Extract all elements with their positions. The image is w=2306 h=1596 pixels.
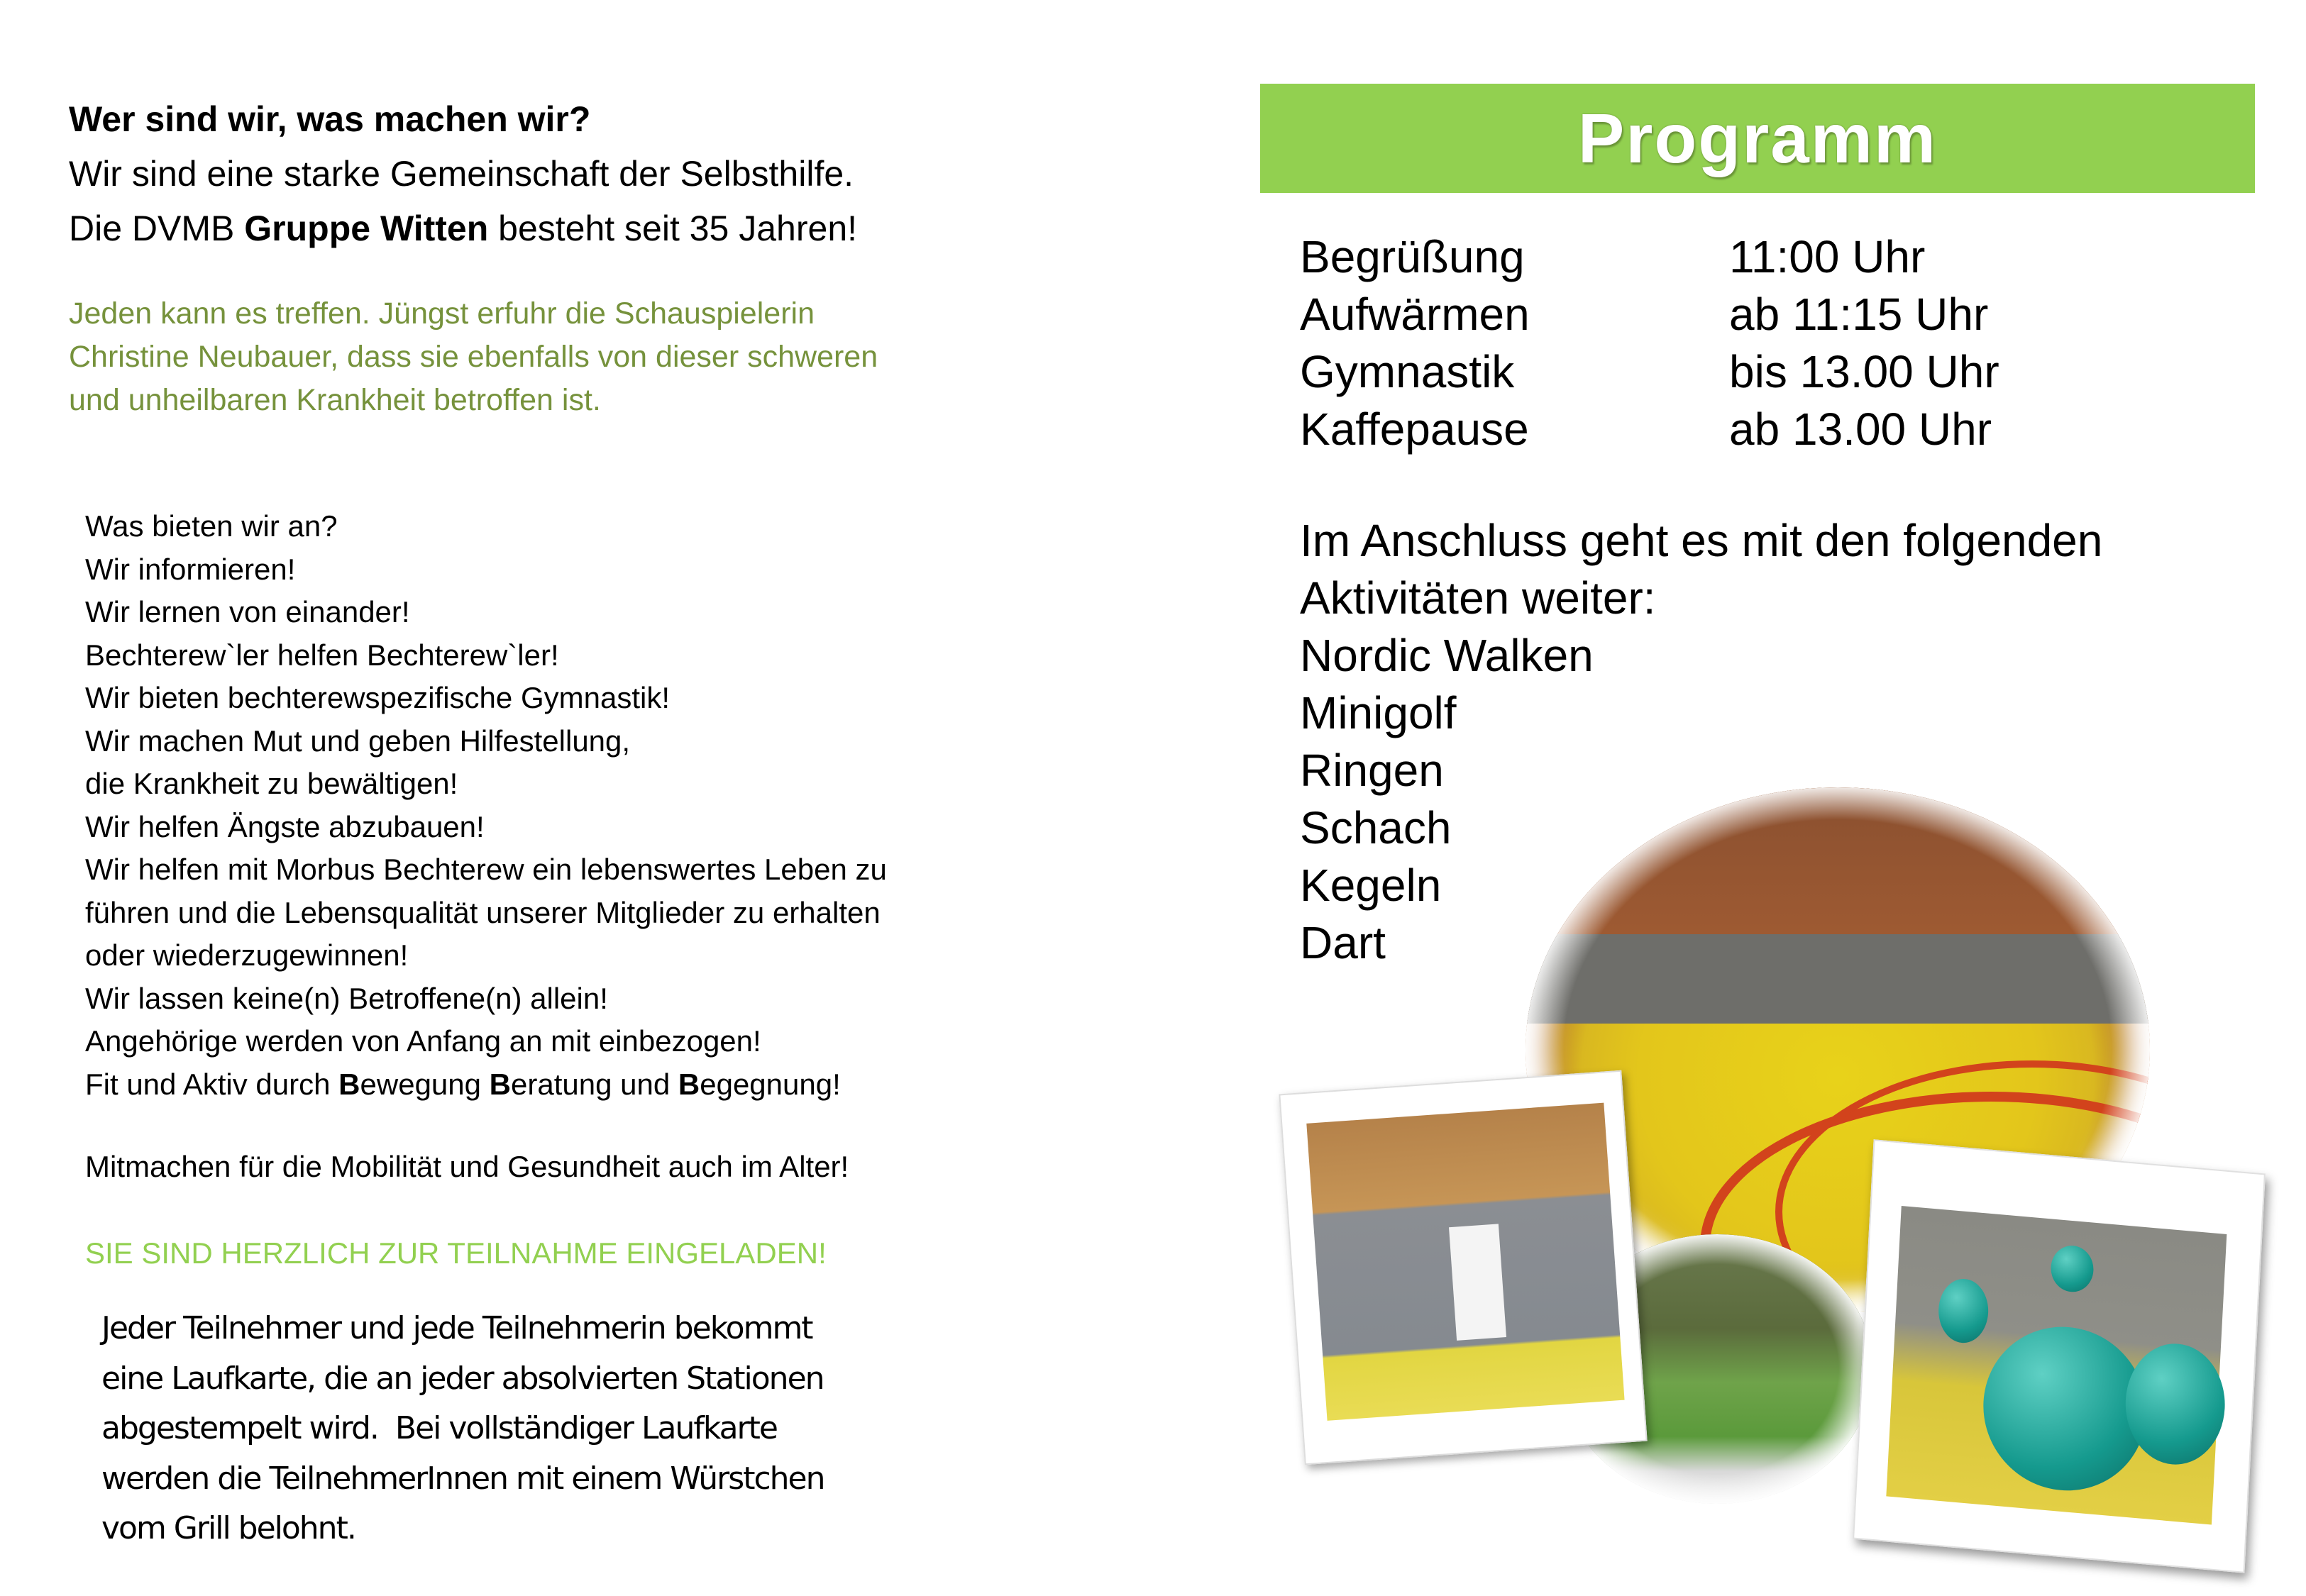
gym-ball	[2050, 1244, 2095, 1294]
resistance-band-photo	[1279, 1070, 1647, 1465]
schedule-row	[1300, 228, 1999, 286]
intro-line-3-prefix: Die DVMB	[69, 209, 245, 248]
activities-intro: Im Anschluss geht es mit den folgenden	[1300, 515, 2103, 566]
offer-line: die Krankheit zu bewältigen!	[85, 767, 458, 800]
offer-line: Wir helfen mit Morbus Bechterew ein lebenswertes Leben zu	[85, 853, 887, 886]
program-banner	[1260, 84, 2255, 193]
offer-line: Wir machen Mut und geben Hilfestellung,	[85, 724, 631, 758]
activity-item: Schach	[1300, 802, 1452, 853]
offer-line: führen und die Lebensqualität unserer Mitglieder zu erhalten	[85, 895, 881, 929]
offer-line: Bechterew`ler helfen Bechterew`ler!	[85, 638, 559, 672]
schedule-row	[1300, 286, 1999, 343]
gym-ball	[1937, 1277, 1990, 1345]
offer-line-bbb	[85, 1063, 887, 1107]
invitation: SIE SIND HERZLICH ZUR TEILNAHME EINGELADEN!	[85, 1236, 827, 1270]
offer-line: Wir helfen Ängste abzubauen!	[85, 809, 485, 843]
laufkarte-info	[101, 1304, 824, 1554]
offer-line: Wir informieren!	[85, 552, 296, 586]
text-part: Fit und Aktiv durch	[85, 1067, 339, 1101]
schedule-time: 11:00 Uhr	[1729, 231, 1926, 282]
text-part: eratung und	[511, 1067, 678, 1101]
laufkarte-line: werden die TeilnehmerInnen mit einem Würstchen	[101, 1460, 824, 1497]
schedule-time: ab 11:15 Uhr	[1729, 289, 1989, 340]
schedule-item: Begrüßung	[1300, 231, 1525, 282]
activities-intro: Aktivitäten weiter:	[1300, 572, 1656, 624]
bold-letter: B	[489, 1067, 512, 1101]
gym-ball-photo	[1853, 1139, 2266, 1573]
intro-heading: Wer sind wir, was machen wir?	[69, 99, 591, 139]
motto: Mitmachen für die Mobilität und Gesundheit auch im Alter!	[85, 1150, 849, 1183]
offer-line: Wir lernen von einander!	[85, 595, 410, 628]
schedule-table	[1300, 228, 1999, 458]
bold-letter: B	[678, 1067, 700, 1101]
activity-item: Nordic Walken	[1300, 630, 1594, 681]
gym-ball	[1979, 1320, 2150, 1497]
text-part: egegnung!	[700, 1067, 841, 1101]
schedule-row	[1300, 343, 1999, 401]
intro-line-3	[69, 201, 857, 256]
quote-line: Jeden kann es treffen. Jüngst erfuhr die Schauspielerin	[69, 297, 815, 331]
schedule-item: Gymnastik	[1300, 346, 1515, 397]
schedule-item: Aufwärmen	[1300, 289, 1530, 340]
activity-item: Minigolf	[1300, 687, 1457, 738]
schedule-item: Kaffepause	[1300, 404, 1529, 455]
laufkarte-line: Jeder Teilnehmer und jede Teilnehmerin bekommt	[101, 1310, 812, 1346]
laufkarte-line: abgestempelt wird. Bei vollständiger Laufkarte	[101, 1410, 777, 1446]
intro-line-3-suffix: besteht seit 35 Jahren!	[488, 209, 858, 248]
bold-letter: B	[338, 1067, 360, 1101]
offer-list	[85, 505, 887, 1106]
schedule-time: ab 13.00 Uhr	[1729, 404, 1992, 455]
offer-line: Wir lassen keine(n) Betroffene(n) allein!	[85, 981, 608, 1015]
activity-item: Kegeln	[1300, 860, 1442, 911]
photo-window	[1449, 1224, 1506, 1340]
quote-line: und unheilbaren Krankheit betroffen ist.	[69, 383, 601, 417]
gym-ball	[2122, 1340, 2227, 1469]
quote-line: Christine Neubauer, dass sie ebenfalls von dieser schweren	[69, 340, 878, 374]
program-title: Programm	[1577, 99, 1938, 177]
group-name: Gruppe Witten	[244, 209, 489, 248]
laufkarte-line: eine Laufkarte, die an jeder absolvierten Stationen	[101, 1360, 824, 1397]
offer-line: oder wiederzugewinnen!	[85, 938, 409, 972]
photo-content	[1306, 1103, 1624, 1421]
schedule-time: bis 13.00 Uhr	[1729, 346, 1999, 397]
laufkarte-line: vom Grill belohnt.	[101, 1510, 355, 1546]
photo-content	[1886, 1206, 2227, 1525]
activity-item: Dart	[1300, 917, 1386, 968]
text-part: ewegung	[360, 1067, 490, 1101]
quote-block	[69, 292, 878, 422]
activity-item: Ringen	[1300, 745, 1444, 796]
schedule-row	[1300, 401, 1999, 458]
intro-line-2: Wir sind eine starke Gemeinschaft der Selbsthilfe.	[69, 154, 854, 194]
intro-block	[69, 92, 857, 256]
offer-line: Wir bieten bechterewspezifische Gymnastik!	[85, 681, 670, 714]
offer-line: Was bieten wir an?	[85, 509, 338, 543]
offer-line: Angehörige werden von Anfang an mit einbezogen!	[85, 1024, 761, 1058]
